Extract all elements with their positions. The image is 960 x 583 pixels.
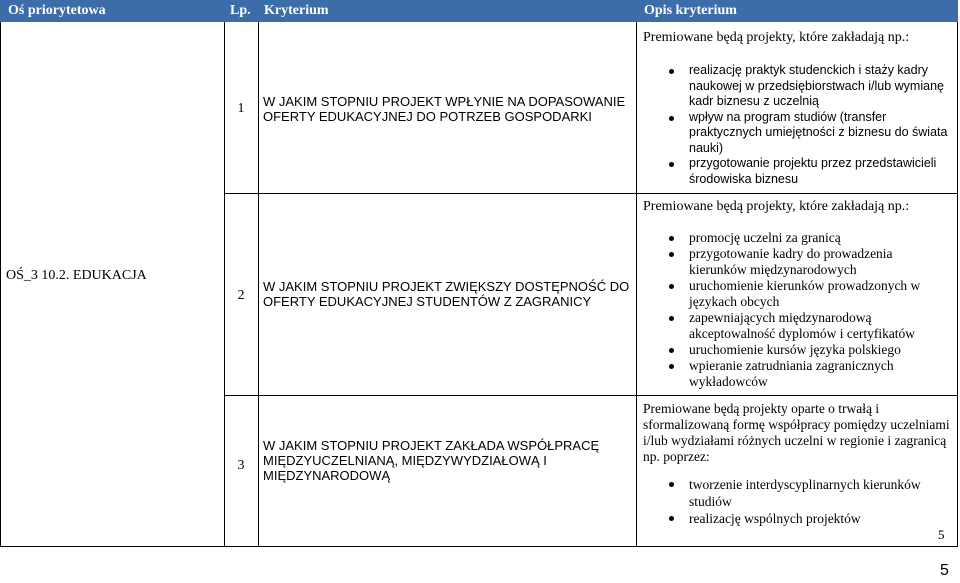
grid-line [224, 193, 958, 194]
row-3-lp: 3 [237, 458, 245, 473]
list-item: przygotowanie projektu przez przedstawicieli środowiska biznesu [645, 156, 957, 187]
row-2-intro: Premiowane będą projekty, które zakładają np.: [643, 199, 910, 214]
list-item: przygotowanie kadry do prowadzenia kierunków międzynarodowych [645, 246, 939, 278]
row-3-criterion: W JAKIM STOPNIU PROJEKT ZAKŁADA WSPÓŁPRACĘ MIĘDZYUCZELNIANĄ, MIĘDZYWYDZIAŁOWĄ I MIĘDZYNARODOWĄ [263, 438, 600, 483]
grid-line [0, 546, 958, 547]
header-axis: Oś priorytetowa [0, 0, 224, 22]
list-item: tworzenie interdyscyplinarnych kierunków studiów [645, 476, 945, 510]
list-item: uruchomienie kierunków prowadzonych w językach obcych [645, 278, 939, 310]
list-item: wpływ na program studiów (transfer praktycznych umiejętności z biznesu do świata nauki) [645, 110, 957, 157]
header-description: Opis kryterium [636, 0, 958, 22]
grid-line [957, 22, 958, 547]
row-1-lp: 1 [237, 101, 245, 116]
table-page-number: 5 [938, 527, 945, 542]
row-1-bullet-list [645, 63, 957, 187]
row-2-bullet-list [645, 230, 939, 390]
grid-line [0, 22, 1, 547]
grid-line [224, 395, 958, 396]
header-criterion: Kryterium [258, 0, 636, 22]
table-header [0, 0, 958, 22]
list-item: realizację praktyk studenckich i staży kadry naukowej w przedsiębiorstwach i/lub wymianę kadr biznesu z uczelnią [645, 63, 957, 110]
list-item: zapewniających międzynarodową akceptowalność dyplomów i certyfikatów [645, 310, 939, 342]
row-2-criterion: W JAKIM STOPNIU PROJEKT ZWIĘKSZY DOSTĘPNOŚĆ DO OFERTY EDUKACYJNEJ STUDENTÓW Z ZAGRANICY [263, 279, 630, 309]
row-1-intro: Premiowane będą projekty, które zakładają np.: [643, 30, 910, 45]
row-3-intro: Premiowane będą projekty oparte o trwałą i sformalizowaną formę współpracy pomiędzy uczelniami i/lub wydziałami różnych uczelni w regionie i zagranicą np. poprzez: [643, 401, 950, 464]
axis-label: OŚ_3 10.2. EDUKACJA [6, 268, 147, 283]
row-1-criterion: W JAKIM STOPNIU PROJEKT WPŁYNIE NA DOPASOWANIE OFERTY EDUKACYJNEJ DO POTRZEB GOSPODARKI [263, 94, 626, 124]
row-2-lp: 2 [237, 288, 245, 303]
grid-line [224, 22, 225, 547]
row-3-bullet-list [645, 476, 945, 527]
header-lp: Lp. [224, 0, 258, 22]
grid-line [258, 22, 259, 547]
list-item: promocję uczelni za granicą [645, 230, 939, 246]
list-item: realizację wspólnych projektów [645, 510, 945, 527]
page-number: 5 [940, 562, 949, 579]
list-item: wpieranie zatrudniania zagranicznych wykładowców [645, 358, 939, 390]
grid-line [636, 22, 637, 547]
list-item: uruchomienie kursów języka polskiego [645, 342, 939, 358]
